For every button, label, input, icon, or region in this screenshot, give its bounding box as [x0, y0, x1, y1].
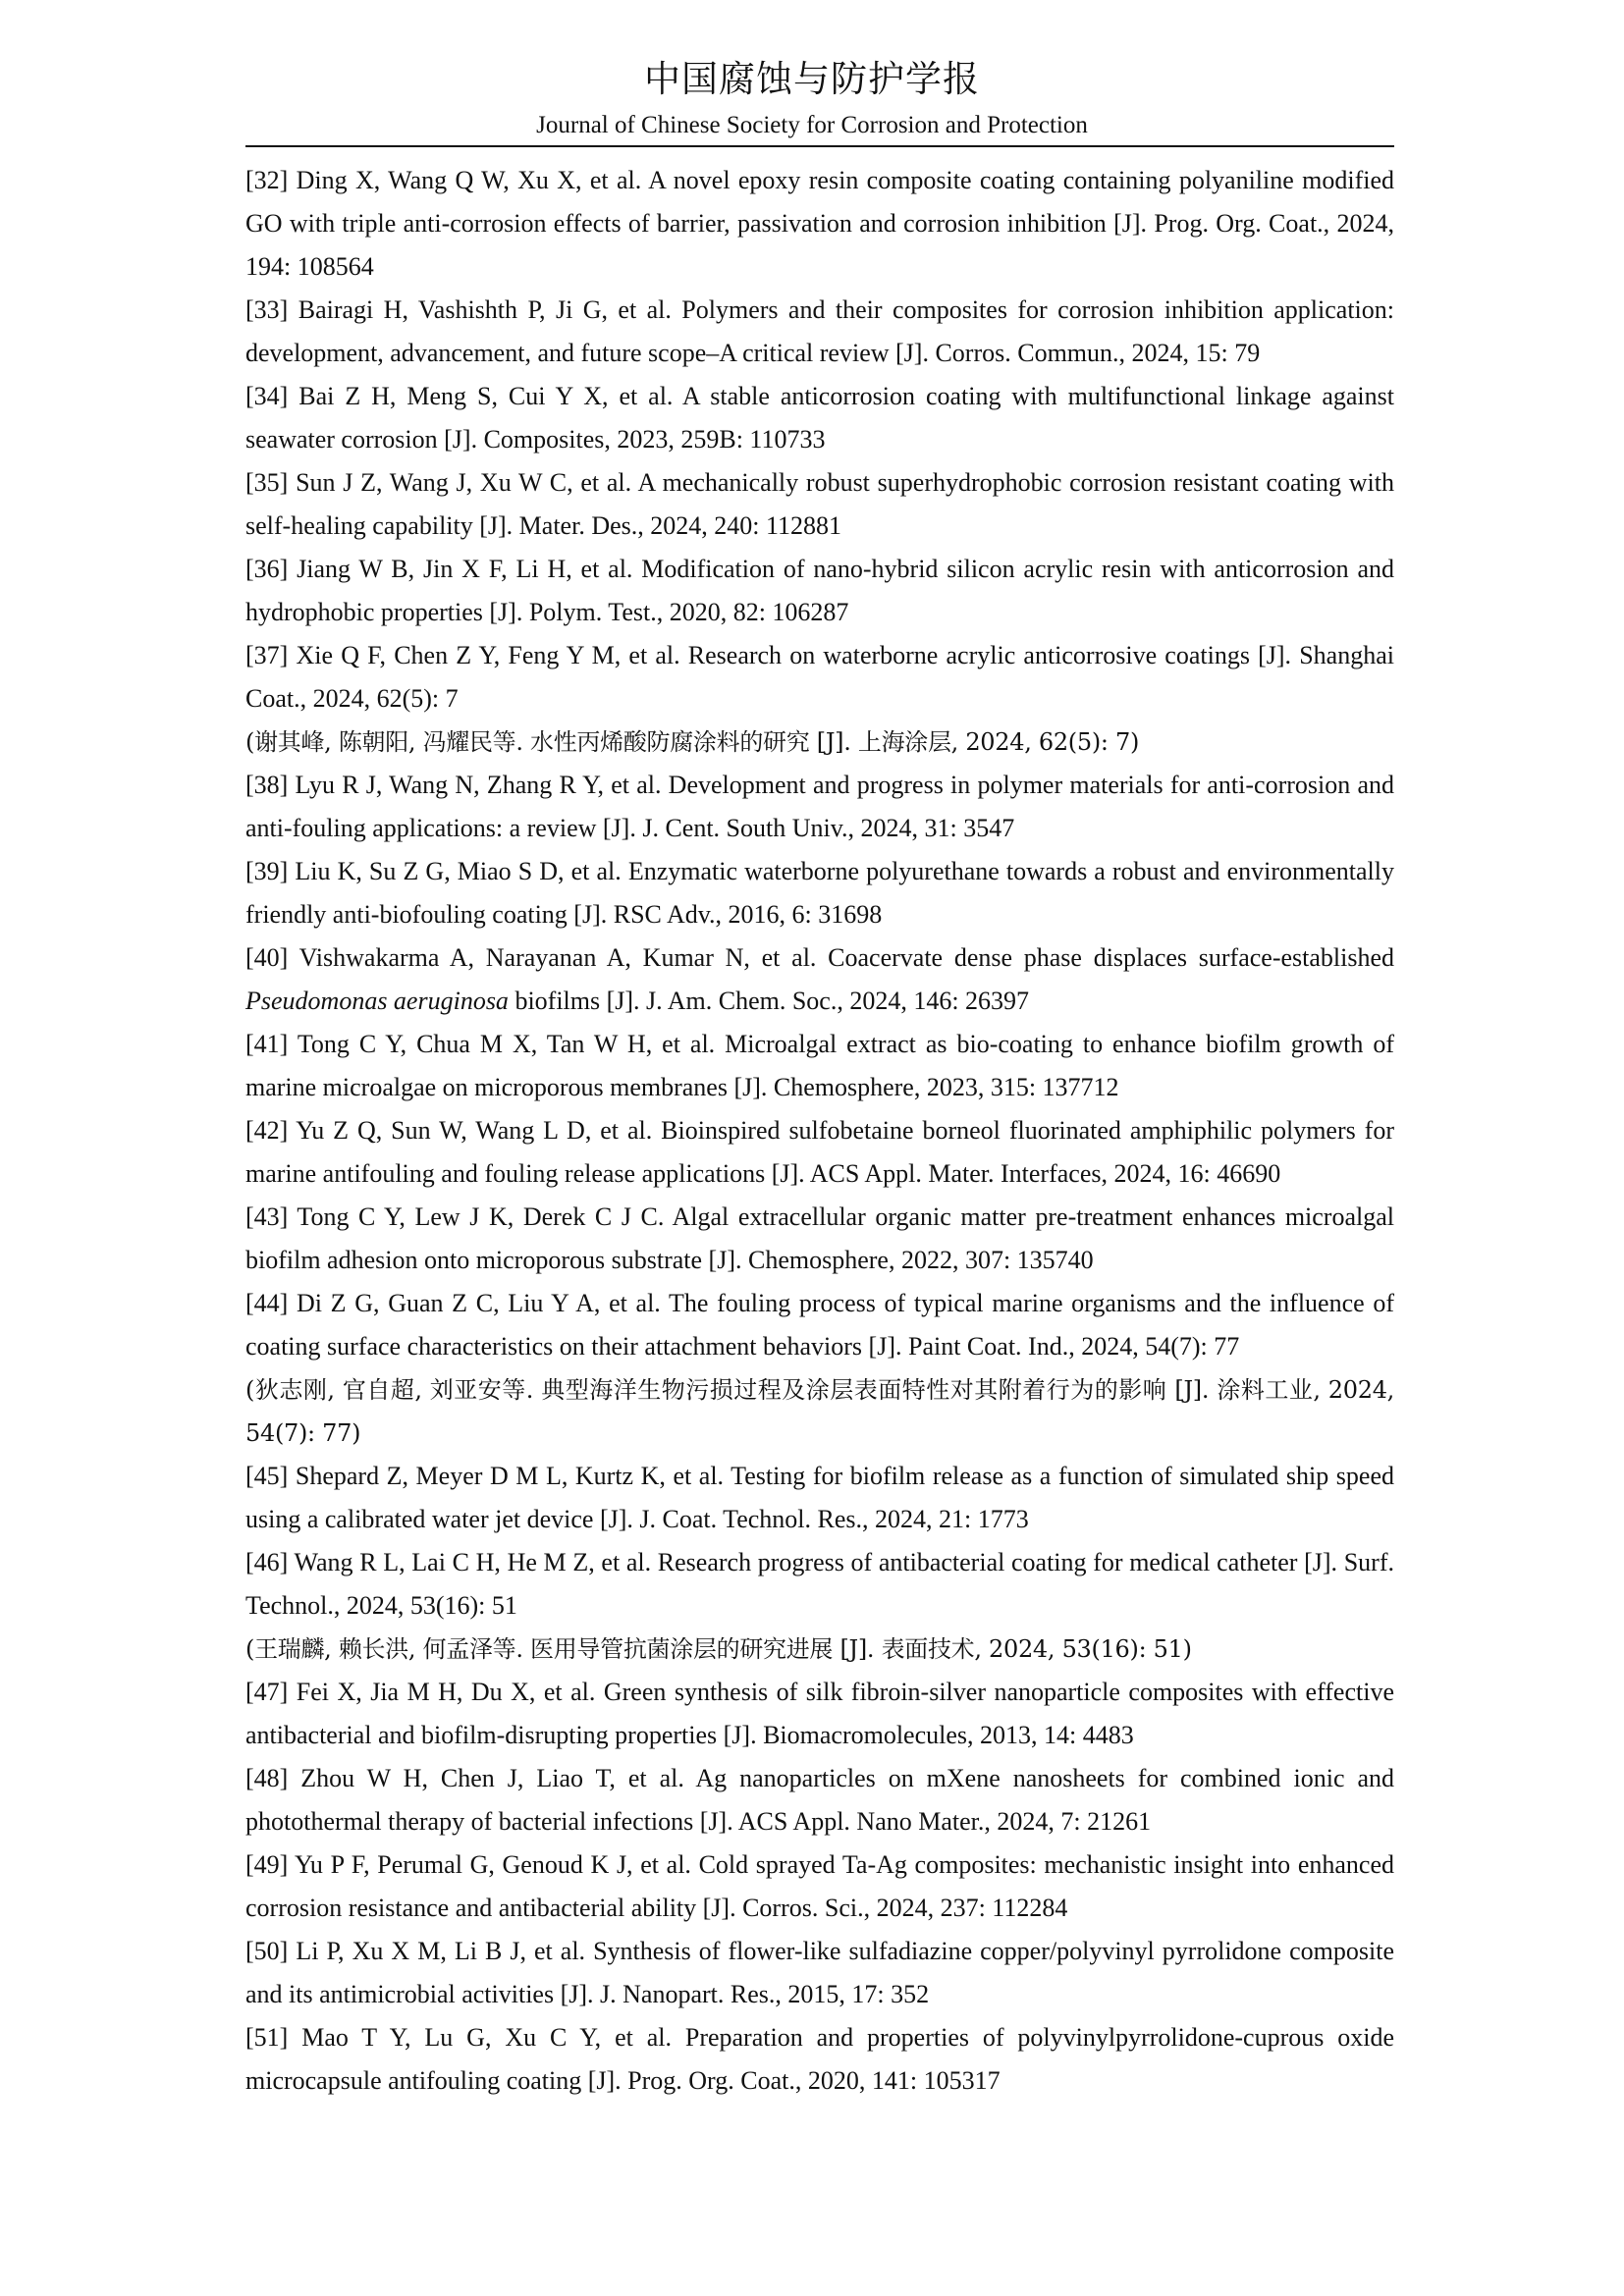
reference-42: [42] Yu Z Q, Sun W, Wang L D, et al. Bioinspired sulfobetaine borneol fluorinated amphiphilic polymers for marine antifouling and fouling release applications [J]. ACS Appl. Mater. Interfaces, 2024, 16: 46690	[245, 1116, 1394, 1188]
reference-32: [32] Ding X, Wang Q W, Xu X, et al. A novel epoxy resin composite coating containing polyaniline modified GO with triple anti-corrosion effects of barrier, passivation and corrosion inhibition [J]. Prog. Org. Coat., 2024, 194: 108564	[245, 166, 1394, 281]
reference-51: [51] Mao T Y, Lu G, Xu C Y, et al. Preparation and properties of polyvinylpyrrolidone-cuprous oxide microcapsule antifouling coating [J]. Prog. Org. Coat., 2020, 141: 105317	[245, 2023, 1394, 2095]
reference-35: [35] Sun J Z, Wang J, Xu W C, et al. A mechanically robust superhydrophobic corrosion resistant coating with self-healing capability [J]. Mater. Des., 2024, 240: 112881	[245, 468, 1394, 540]
reference-40-text-before: [40] Vishwakarma A, Narayanan A, Kumar N, et al. Coacervate dense phase displaces surface-established	[245, 943, 1394, 972]
reference-40	[245, 936, 1394, 1023]
reference-46-chinese: (王瑞麟, 赖长洪, 何孟泽等. 医用导管抗菌涂层的研究进展 [J]. 表面技术, 2024, 53(16): 51)	[245, 1635, 1192, 1663]
reference-list	[245, 159, 1394, 2103]
reference-48: [48] Zhou W H, Chen J, Liao T, et al. Ag nanoparticles on mXene nanosheets for combined ionic and photothermal therapy of bacterial infections [J]. ACS Appl. Nano Mater., 2024, 7: 21261	[245, 1764, 1394, 1836]
reference-39: [39] Liu K, Su Z G, Miao S D, et al. Enzymatic waterborne polyurethane towards a robust and environmentally friendly anti-biofouling coating [J]. RSC Adv., 2016, 6: 31698	[245, 857, 1394, 929]
journal-title-cn: 中国腐蚀与防护学报	[644, 58, 980, 100]
reference-46: [46] Wang R L, Lai C H, He M Z, et al. Research progress of antibacterial coating for medical catheter [J]. Surf. Technol., 2024, 53(16): 51	[245, 1548, 1394, 1620]
header-divider	[245, 145, 1394, 147]
reference-43: [43] Tong C Y, Lew J K, Derek C J C. Algal extracellular organic matter pre-treatment enhances microalgal biofilm adhesion onto microporous substrate [J]. Chemosphere, 2022, 307: 135740	[245, 1202, 1394, 1274]
reference-40-text-after: biofilms [J]. J. Am. Chem. Soc., 2024, 146: 26397	[508, 987, 1030, 1015]
reference-33: [33] Bairagi H, Vashishth P, Ji G, et al. Polymers and their composites for corrosion inhibition application: development, advancement, and future scope–A critical review [J]. Corros. Commun., 2024, 15: 79	[245, 295, 1394, 367]
reference-47: [47] Fei X, Jia M H, Du X, et al. Green synthesis of silk fibroin-silver nanoparticle composites with effective antibacterial and biofilm-disrupting properties [J]. Biomacromolecules, 2013, 14: 4483	[245, 1678, 1394, 1749]
reference-37: [37] Xie Q F, Chen Z Y, Feng Y M, et al. Research on waterborne acrylic anticorrosive coatings [J]. Shanghai Coat., 2024, 62(5): 7	[245, 641, 1394, 713]
reference-34: [34] Bai Z H, Meng S, Cui Y X, et al. A stable anticorrosion coating with multifunctional linkage against seawater corrosion [J]. Composites, 2023, 259B: 110733	[245, 382, 1394, 454]
reference-36: [36] Jiang W B, Jin X F, Li H, et al. Modification of nano-hybrid silicon acrylic resin with anticorrosion and hydrophobic properties [J]. Polym. Test., 2020, 82: 106287	[245, 555, 1394, 626]
journal-title-en: Journal of Chinese Society for Corrosion and Protection	[536, 112, 1088, 138]
reference-37-chinese: (谢其峰, 陈朝阳, 冯耀民等. 水性丙烯酸防腐涂料的研究 [J]. 上海涂层, 2024, 62(5): 7)	[245, 728, 1140, 756]
reference-44: [44] Di Z G, Guan Z C, Liu Y A, et al. The fouling process of typical marine organisms and the influence of coating surface characteristics on their attachment behaviors [J]. Paint Coat. Ind., 2024, 54(7): 77	[245, 1289, 1394, 1361]
reference-45: [45] Shepard Z, Meyer D M L, Kurtz K, et al. Testing for biofilm release as a function of simulated ship speed using a calibrated water jet device [J]. J. Coat. Technol. Res., 2024, 21: 1773	[245, 1462, 1394, 1533]
reference-38: [38] Lyu R J, Wang N, Zhang R Y, et al. Development and progress in polymer materials for anti-corrosion and anti-fouling applications: a review [J]. J. Cent. South Univ., 2024, 31: 3547	[245, 771, 1394, 842]
reference-50: [50] Li P, Xu X M, Li B J, et al. Synthesis of flower-like sulfadiazine copper/polyvinyl pyrrolidone composite and its antimicrobial activities [J]. J. Nanopart. Res., 2015, 17: 352	[245, 1937, 1394, 2008]
reference-49: [49] Yu P F, Perumal G, Genoud K J, et al. Cold sprayed Ta-Ag composites: mechanistic insight into enhanced corrosion resistance and antibacterial ability [J]. Corros. Sci., 2024, 237: 112284	[245, 1850, 1394, 1922]
reference-40-species-name: Pseudomonas aeruginosa	[245, 987, 509, 1015]
reference-44-chinese: (狄志刚, 官自超, 刘亚安等. 典型海洋生物污损过程及涂层表面特性对其附着行为的影响 [J]. 涂料工业, 2024, 54(7): 77)	[245, 1376, 1394, 1447]
reference-41: [41] Tong C Y, Chua M X, Tan W H, et al. Microalgal extract as bio-coating to enhance biofilm growth of marine microalgae on microporous membranes [J]. Chemosphere, 2023, 315: 137712	[245, 1030, 1394, 1101]
